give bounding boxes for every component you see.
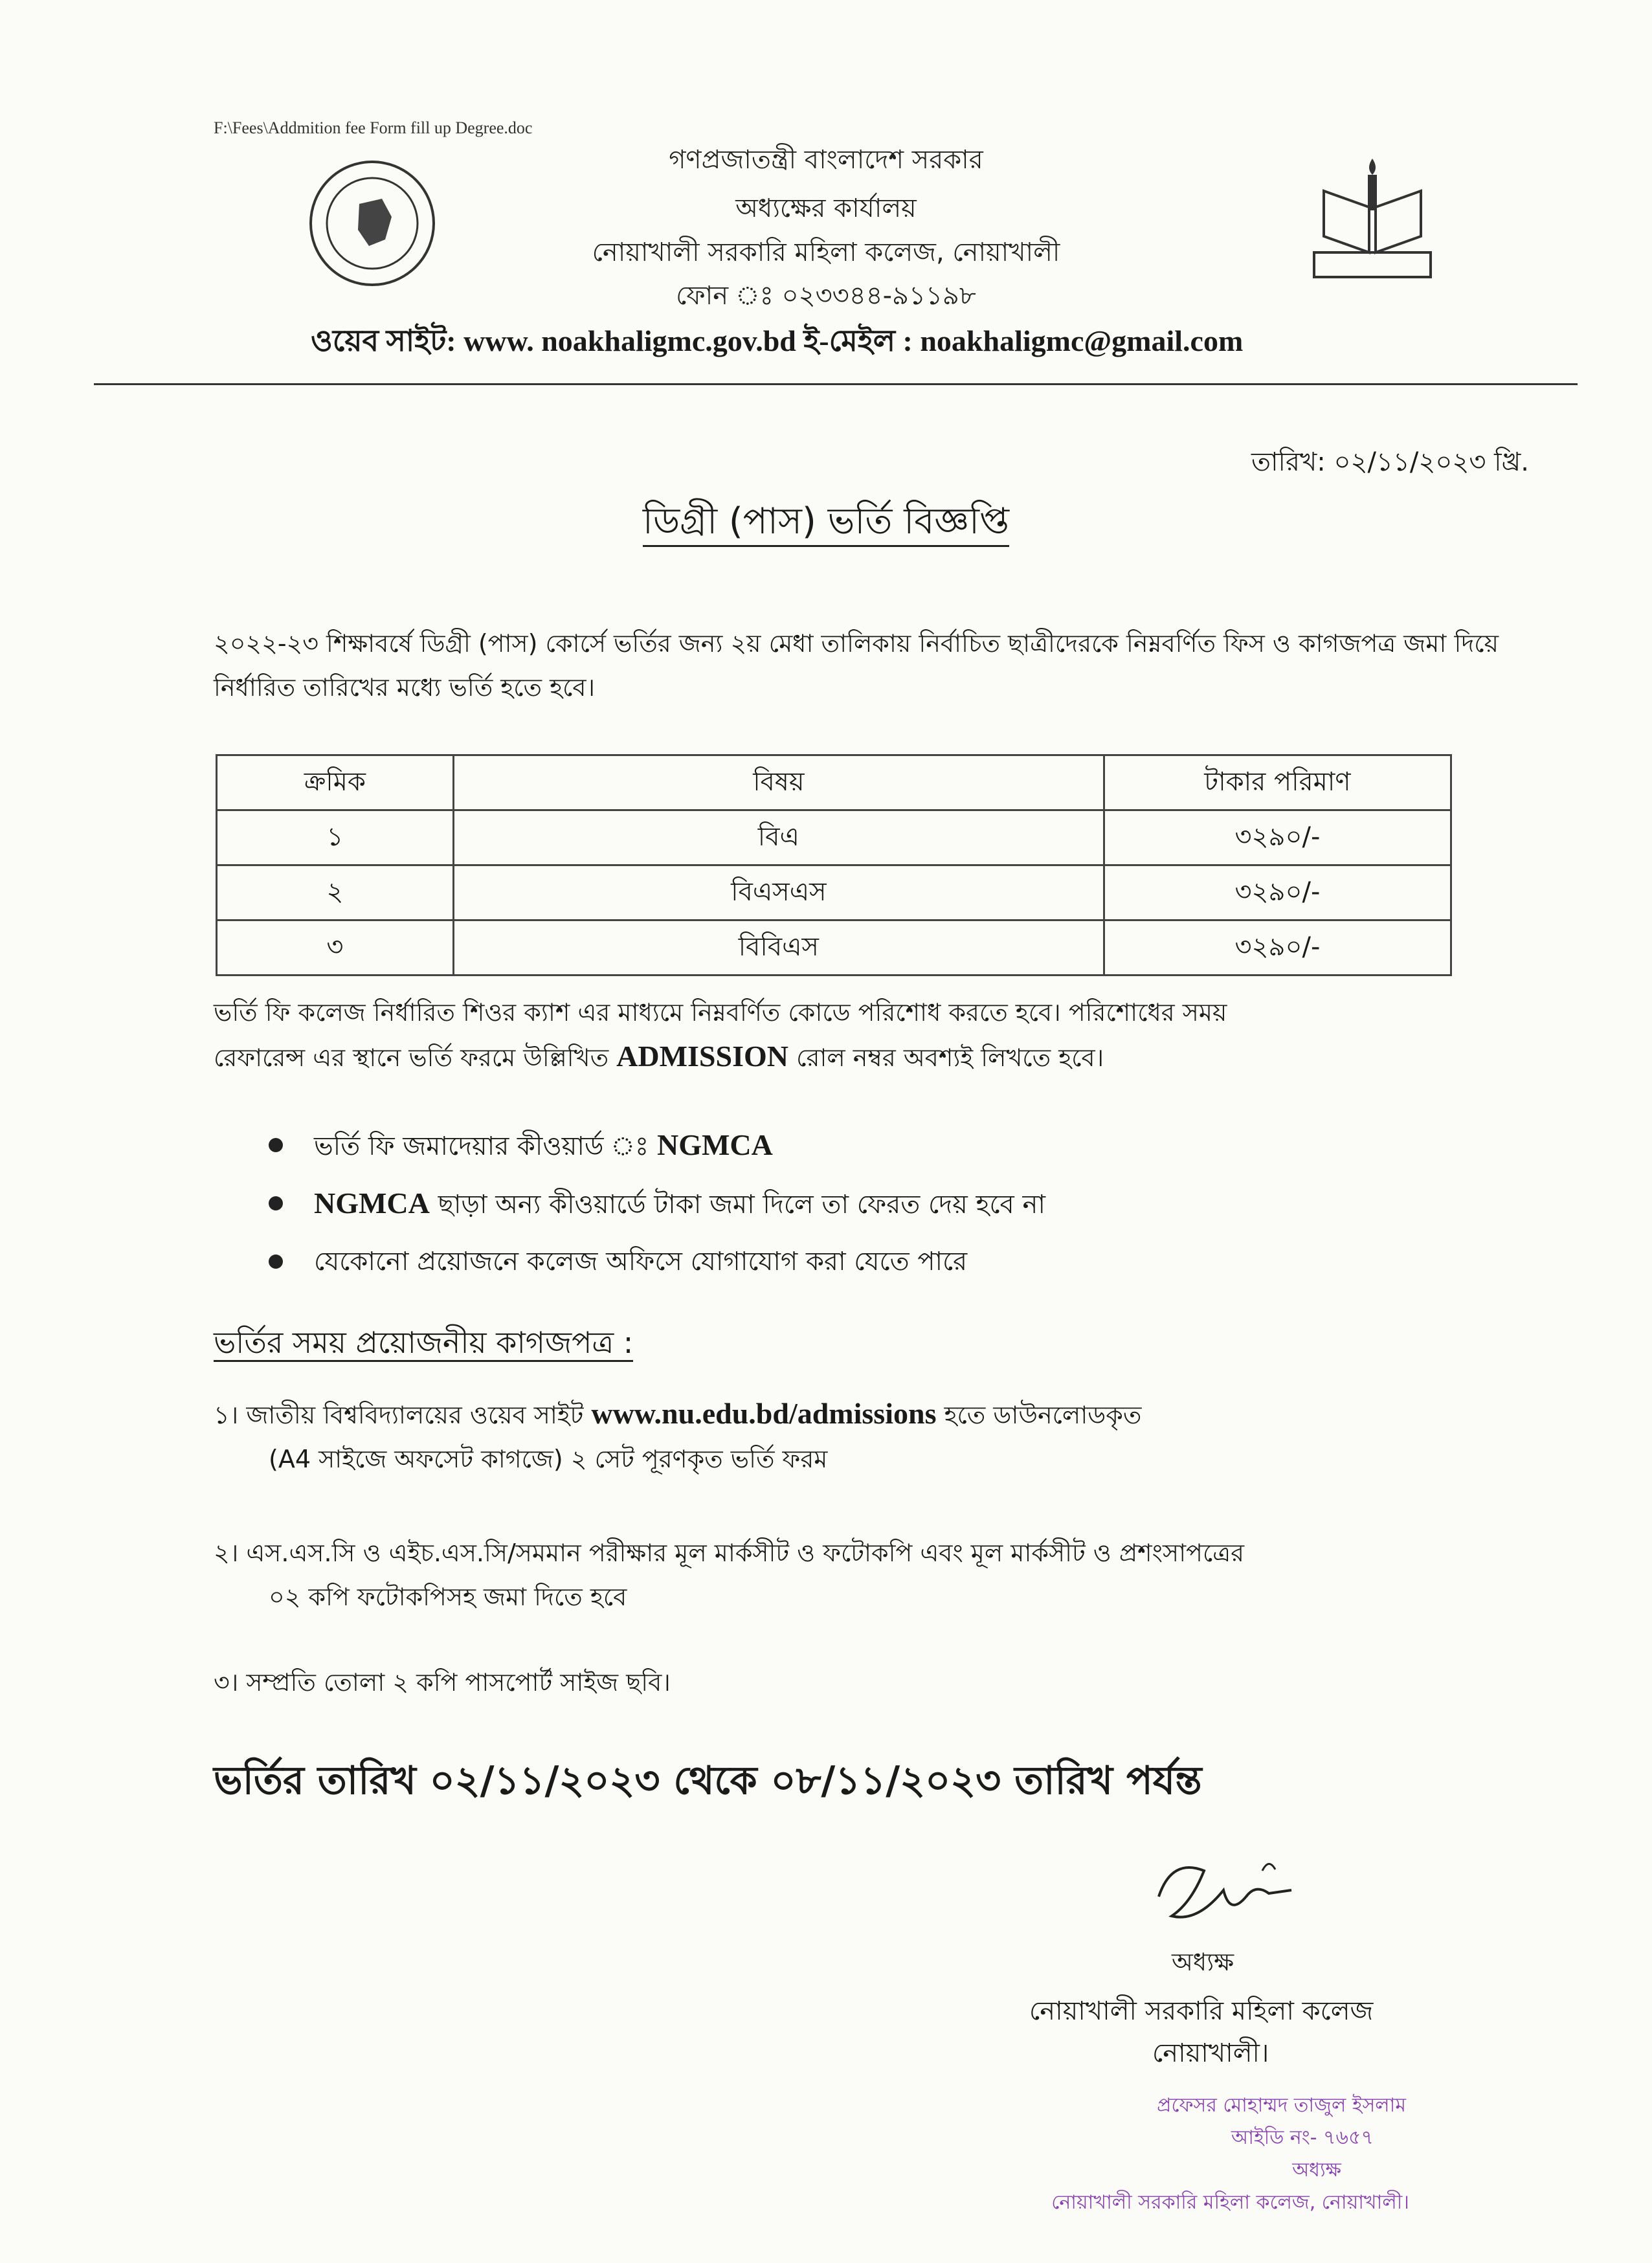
stamp-name: প্রফেসর মোহাম্মদ তাজুল ইসলাম bbox=[1157, 2094, 1406, 2117]
cell-subject: বিএ bbox=[453, 810, 1104, 865]
column-header-amount: টাকার পরিমাণ bbox=[1104, 755, 1451, 810]
header-divider bbox=[94, 383, 1578, 385]
bullet-dot-icon bbox=[269, 1254, 283, 1269]
requirement-item-3: ৩। সম্প্রতি তোলা ২ কপি পাসপোর্ট সাইজ ছবি। bbox=[214, 1668, 671, 1697]
payment-note-line2c: রোল নম্বর অবশ্যই লিখতে হবে। bbox=[788, 1043, 1104, 1072]
payment-bullets bbox=[265, 1119, 1045, 1293]
column-header-subject: বিষয় bbox=[453, 755, 1104, 810]
table-row bbox=[217, 865, 1451, 920]
cell-serial: ২ bbox=[217, 865, 454, 920]
requirement-item-1 bbox=[214, 1392, 1541, 1481]
requirement-1-detail: (A4 সাইজে অফসেট কাগজে) ২ সেট পূরণকৃত ভর্তি ফরম bbox=[269, 1445, 828, 1473]
bullet-dot-icon bbox=[269, 1196, 283, 1210]
header-phone: ফোন ঃ ০২৩৩৪৪-৯১১৯৮ bbox=[676, 281, 976, 311]
intro-paragraph: ২০২২-২৩ শিক্ষাবর্ষে ডিগ্রী (পাস) কোর্সে ভর্তির জন্য ২য় মেধা তালিকায় নির্বাচিত ছাত্রীদেরকে নিম্নবর্ণিত ফিস ও কাগজপত্র জমা দিয়ে নির্ধারিত তারিখের মধ্যে ভর্তি হতে হবে। bbox=[214, 629, 1499, 702]
signature-title: অধ্যক্ষ bbox=[1172, 1948, 1234, 1976]
bullet-contact-text: যেকোনো প্রয়োজনে কলেজ অফিসে যোগাযোগ করা যেতে পারে bbox=[314, 1247, 968, 1276]
file-path-label: F:\Fees\Addmition fee Form fill up Degree.doc bbox=[214, 118, 533, 137]
table-row bbox=[217, 920, 1451, 975]
header-college: নোয়াখালী সরকারি মহিলা কলেজ, নোয়াখালী bbox=[592, 238, 1060, 267]
cell-serial: ৩ bbox=[217, 920, 454, 975]
requirement-2-detail: ০২ কপি ফটোকপিসহ জমা দিতে হবে bbox=[269, 1583, 627, 1611]
bullet-keyword bbox=[265, 1119, 1045, 1177]
cell-amount: ৩২৯০/- bbox=[1104, 920, 1451, 975]
requirement-item-2 bbox=[214, 1531, 1541, 1619]
header-web-email: ওয়েব সাইট: www. noakhaligmc.gov.bd ই-মেইল : noakhaligmc@gmail.com bbox=[311, 324, 1244, 357]
payment-note bbox=[214, 990, 1502, 1080]
stamp-college: নোয়াখালী সরকারি মহিলা কলেজ, নোয়াখালী। bbox=[1051, 2191, 1409, 2214]
notice-date: তারিখ: ০২/১১/২০২৩ খ্রি. bbox=[1251, 447, 1529, 477]
admission-dates: ভর্তির তারিখ ০২/১১/২০২৩ থেকে ০৮/১১/২০২৩ তারিখ পর্যন্ত bbox=[214, 1758, 1202, 1803]
bullet-keyword-code: NGMCA bbox=[656, 1128, 773, 1161]
requirement-1-suffix: হতে ডাউনলোডকৃত bbox=[936, 1401, 1142, 1429]
cell-subject: বিবিএস bbox=[453, 920, 1104, 975]
requirements-heading-text: ভর্তির সময় প্রয়োজনীয় কাগজপত্র bbox=[214, 1325, 614, 1362]
payment-note-admission: ADMISSION bbox=[616, 1040, 788, 1073]
bullet-warning-text: ছাড়া অন্য কীওয়ার্ডে টাকা জমা দিলে তা ফেরত দেয় হবে না bbox=[429, 1190, 1046, 1220]
header-government: গণপ্রজাতন্ত্রী বাংলাদেশ সরকার bbox=[669, 145, 983, 175]
bullet-warning-code: NGMCA bbox=[314, 1187, 430, 1220]
header-office: অধ্যক্ষের কার্যালয় bbox=[735, 194, 917, 223]
payment-note-line1: ভর্তি ফি কলেজ নির্ধারিত শিওর ক্যাশ এর মাধ্যমে নিম্নবর্ণিত কোডে পরিশোধ করতে হবে। পরিশোধের সময় bbox=[214, 998, 1227, 1027]
requirements-heading bbox=[214, 1321, 633, 1370]
signature-town: নোয়াখালী। bbox=[1152, 2038, 1269, 2068]
fees-table bbox=[216, 754, 1452, 976]
stamp-id: আইডি নং- ৭৬৫৭ bbox=[1231, 2126, 1374, 2149]
cell-serial: ১ bbox=[217, 810, 454, 865]
notice-title bbox=[0, 493, 1652, 554]
cell-amount: ৩২৯০/- bbox=[1104, 865, 1451, 920]
requirements-heading-suffix: : bbox=[614, 1325, 633, 1362]
bullet-dot-icon bbox=[269, 1138, 283, 1152]
bullet-contact bbox=[265, 1235, 1045, 1293]
payment-note-line2a: রেফারেন্স এর স্থানে ভর্তি ফরমে উল্লিখিত bbox=[214, 1043, 617, 1072]
cell-subject: বিএসএস bbox=[453, 865, 1104, 920]
notice-title-text: ডিগ্রী (পাস) ভর্তি বিজ্ঞপ্তি bbox=[643, 500, 1009, 547]
requirement-2-text: ২। এস.এস.সি ও এইচ.এস.সি/সমমান পরীক্ষার মূল মার্কসীট ও ফটোকপি এবং মূল মার্কসীট ও প্রশংসাপত্রের bbox=[214, 1539, 1245, 1567]
table-row bbox=[217, 810, 1451, 865]
requirement-1-url: www.nu.edu.bd/admissions bbox=[591, 1397, 937, 1430]
signature-icon bbox=[1133, 1845, 1314, 1948]
stamp-title: অধ্যক্ষ bbox=[1292, 2159, 1341, 2181]
bullet-warning bbox=[265, 1177, 1045, 1235]
table-header-row bbox=[217, 755, 1451, 810]
signature-college: নোয়াখালী সরকারি মহিলা কলেজ bbox=[1029, 1996, 1374, 2026]
bullet-keyword-text: ভর্তি ফি জমাদেয়ার কীওয়ার্ড ঃ bbox=[314, 1132, 657, 1161]
column-header-serial: ক্রমিক bbox=[217, 755, 454, 810]
requirement-1-text: ১। জাতীয় বিশ্ববিদ্যালয়ের ওয়েব সাইট bbox=[214, 1401, 592, 1429]
cell-amount: ৩২৯০/- bbox=[1104, 810, 1451, 865]
